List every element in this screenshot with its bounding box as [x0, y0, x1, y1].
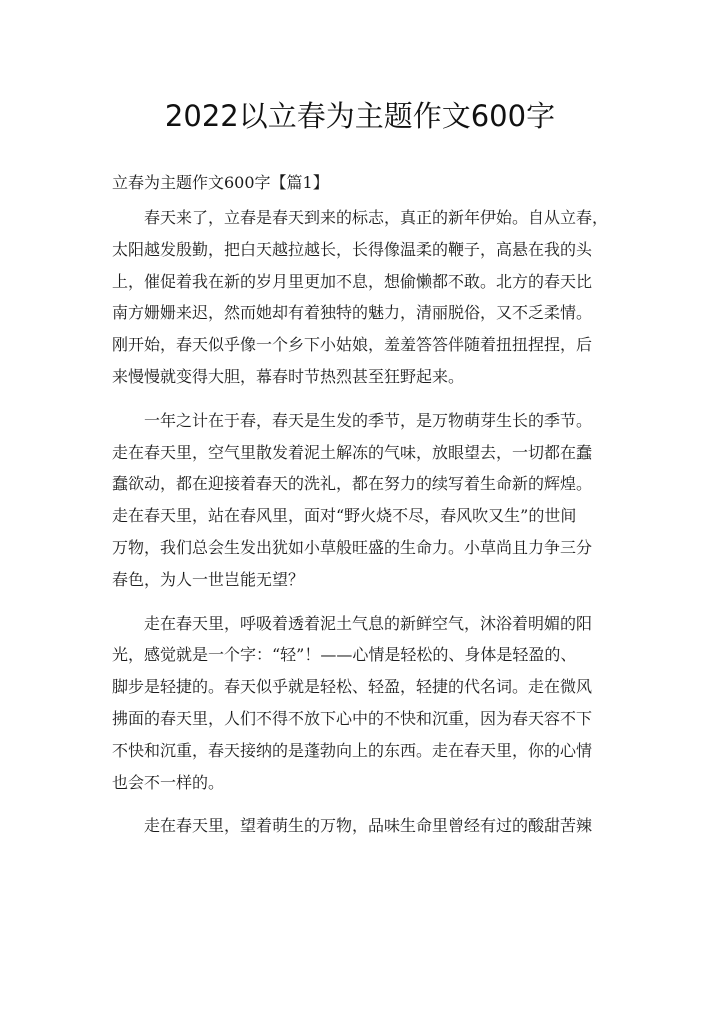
- paragraph: [112, 608, 612, 799]
- paragraph-line: 走在春天里，望着萌生的万物，品味生命里曾经有过的酸甜苦辣: [144, 816, 593, 836]
- section-heading: 立春为主题作文600字【篇1】: [112, 173, 329, 192]
- paragraph: [112, 202, 612, 393]
- paragraph-line: 不快和沉重，春天接纳的是蓬勃向上的东西。走在春天里，你的心情: [112, 740, 593, 760]
- document-body: [112, 202, 612, 854]
- paragraph-line: 刚开始，春天似乎像一个乡下小姑娘，羞羞答答伴随着扭扭捏捏，后: [112, 335, 593, 355]
- paragraph-line: 蠢欲动，都在迎接着春天的洗礼，都在努力的续写着生命新的辉煌。: [112, 474, 593, 494]
- paragraph-line: 走在春天里，站在春风里，面对“野火烧不尽，春风吹又生”的世间: [112, 506, 577, 526]
- paragraph: [112, 810, 612, 842]
- paragraph: [112, 405, 612, 596]
- paragraph-line: 南方姗姗来迟，然而她却有着独特的魅力，清丽脱俗，又不乏柔情。: [112, 303, 593, 323]
- paragraph-line: 拂面的春天里，人们不得不放下心中的不快和沉重，因为春天容不下: [112, 708, 593, 728]
- paragraph-line: 一年之计在于春，春天是生发的季节，是万物萌芽生长的季节。: [144, 410, 593, 430]
- paragraph-line: 光，感觉就是一个字：“轻”！——心情是轻松的、身体是轻盈的、: [112, 645, 577, 665]
- paragraph-line: 上，催促着我在新的岁月里更加不息，想偷懒都不敢。北方的春天比: [112, 271, 593, 291]
- document-title: 2022以立春为主题作文600字: [164, 99, 556, 133]
- paragraph-line: 万物，我们总会生发出犹如小草般旺盛的生命力。小草尚且力争三分: [112, 537, 593, 557]
- paragraph-line: 脚步是轻捷的。春天似乎就是轻松、轻盈，轻捷的代名词。走在微风: [112, 677, 593, 697]
- paragraph-line: 春色，为人一世岂能无望？: [112, 569, 305, 589]
- paragraph-line: 走在春天里，空气里散发着泥土解冻的气味，放眼望去，一切都在蠢: [112, 442, 593, 462]
- paragraph-line: 走在春天里，呼吸着透着泥土气息的新鲜空气，沐浴着明媚的阳: [144, 613, 593, 633]
- paragraph-line: 春天来了，立春是春天到来的标志，真正的新年伊始。自从立春，: [144, 208, 609, 227]
- paragraph-line: 也会不一样的。: [112, 772, 225, 792]
- paragraph-line: 来慢慢就变得大胆，幕春时节热烈甚至狂野起来。: [112, 366, 465, 386]
- paragraph-line: 太阳越发殷勤，把白天越拉越长，长得像温柔的鞭子，高悬在我的头: [112, 239, 593, 259]
